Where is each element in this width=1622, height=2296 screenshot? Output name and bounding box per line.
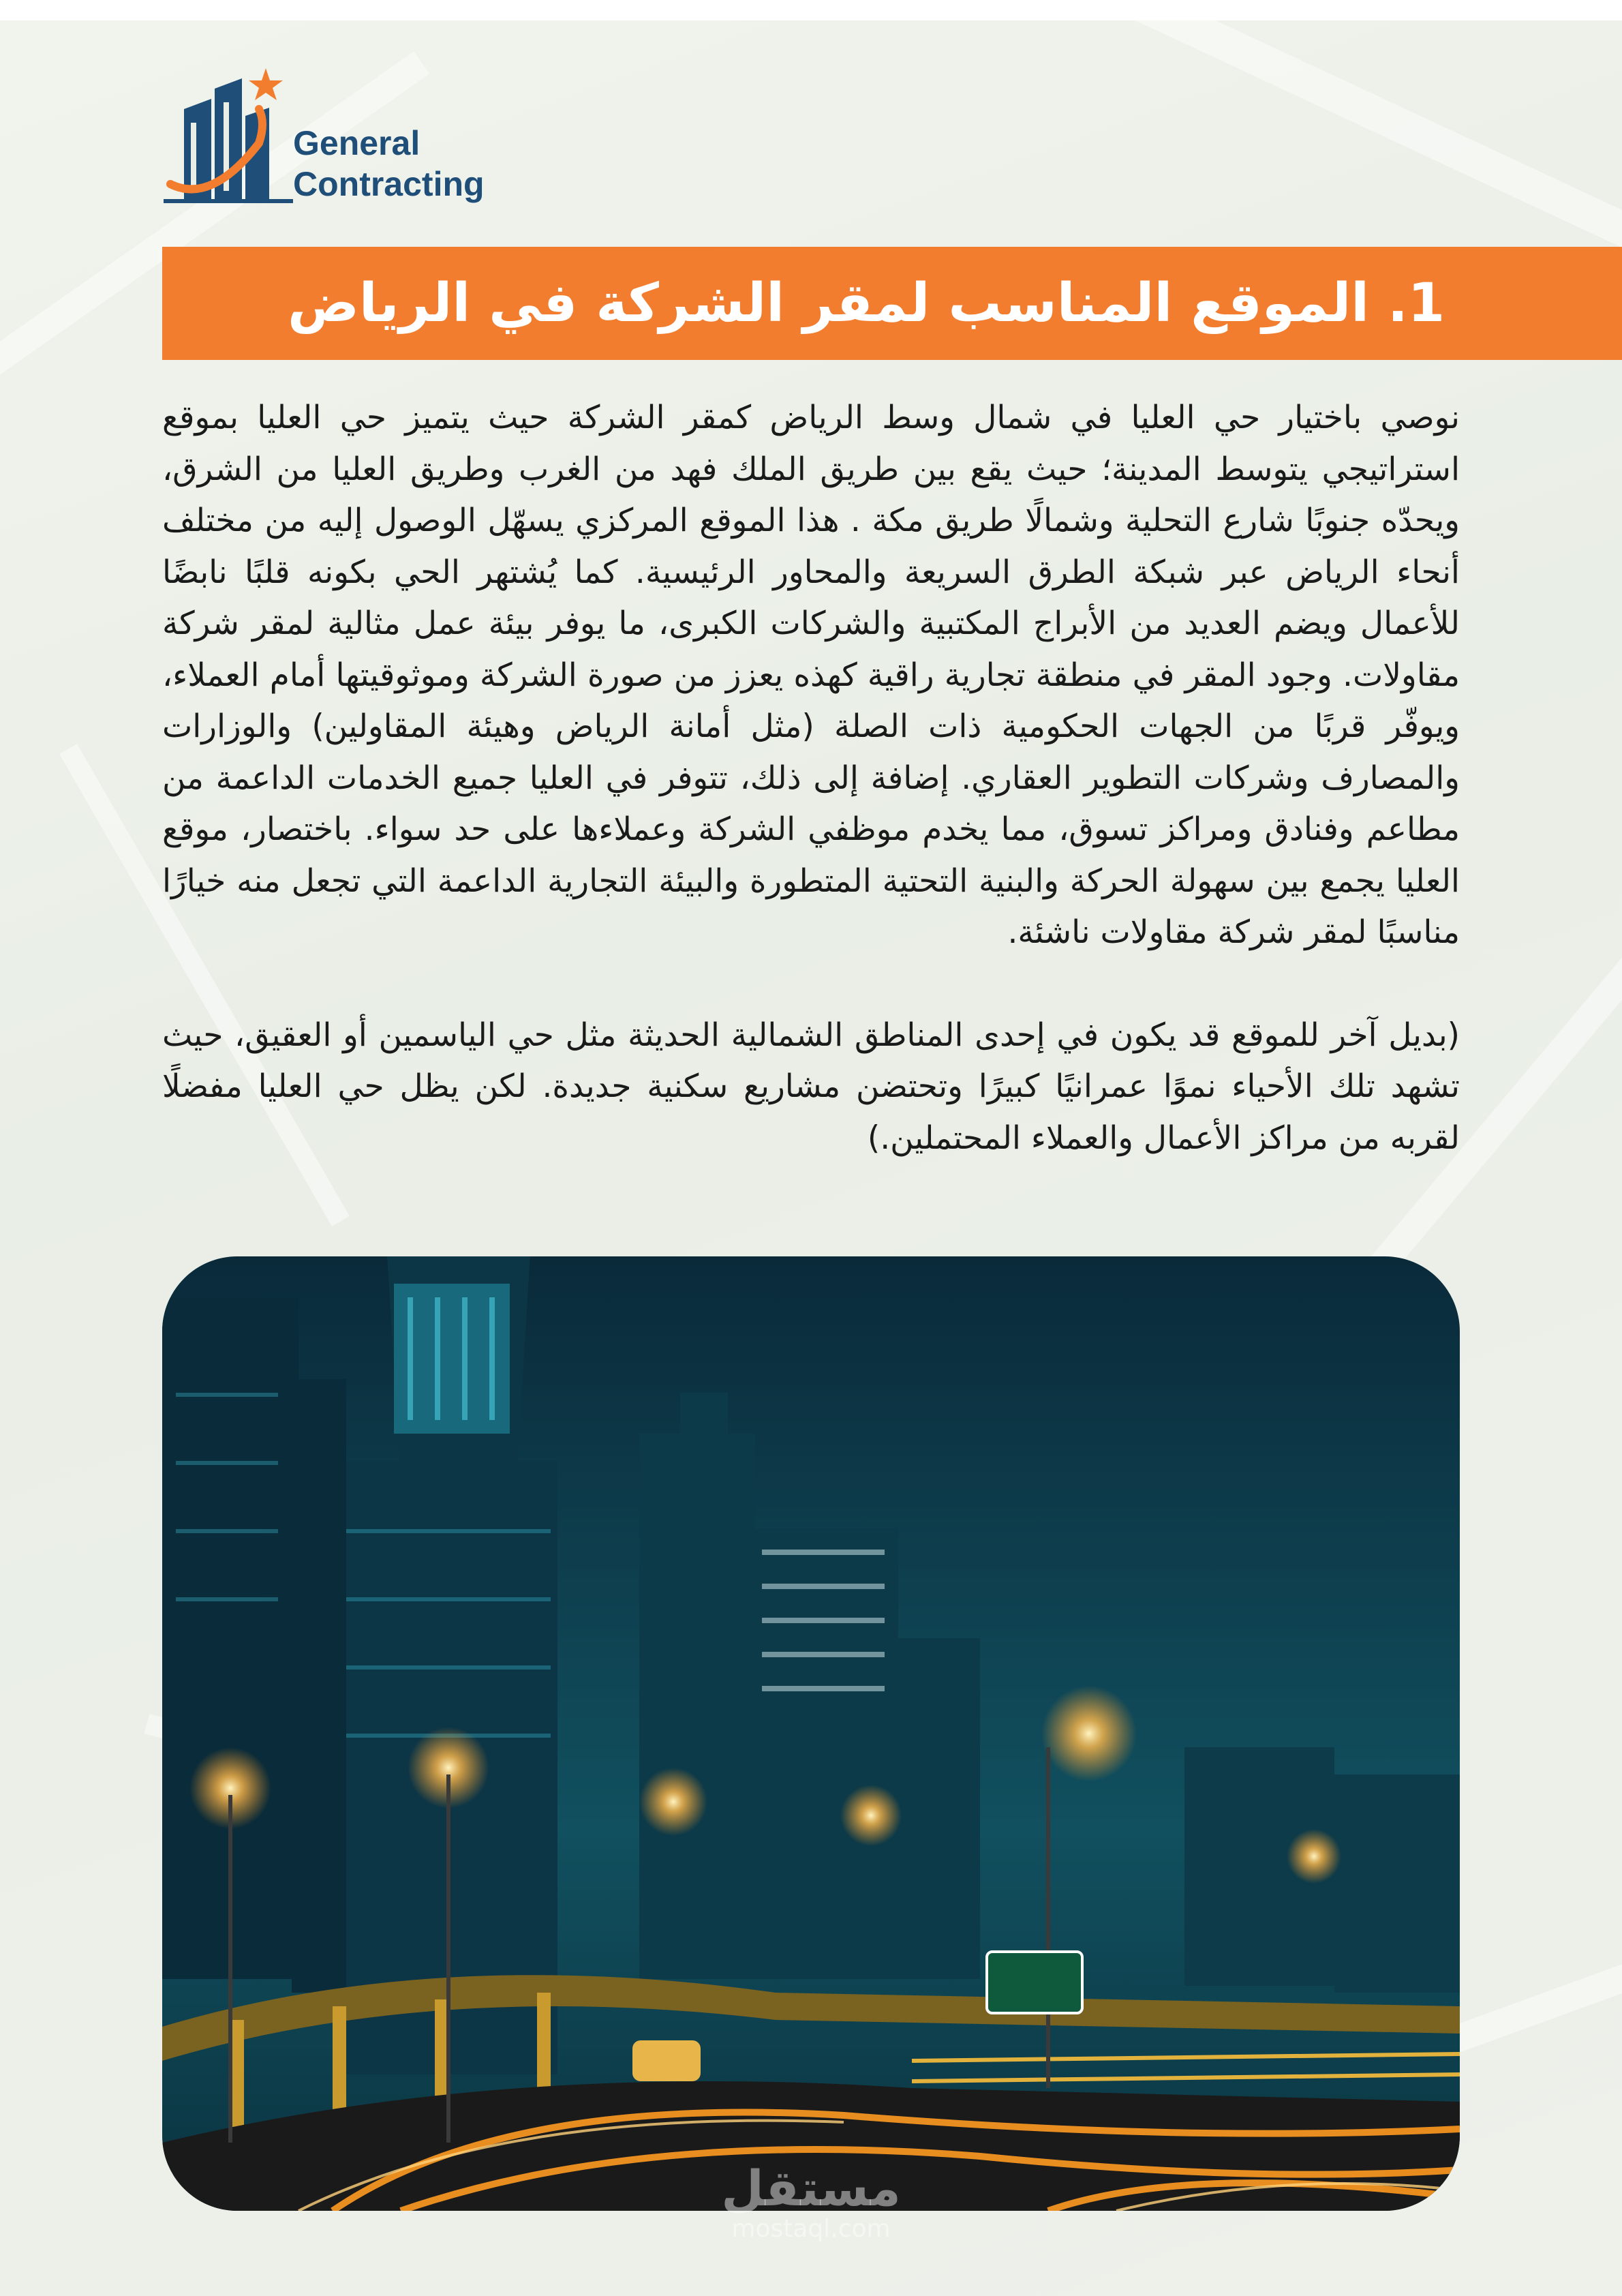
body-text — [162, 392, 1460, 1164]
logo-line-2: Contracting — [293, 165, 485, 203]
logo-line-1: General — [293, 124, 420, 162]
paragraph-1: نوصي باختيار حي العليا في شمال وسط الرياض كمقر الشركة حيث يتميز حي العليا بموقع استراتيجي يتوسط المدينة؛ حيث يقع بين طريق الملك فهد من الغرب وطريق العليا من الشرق، ويحدّه جنوبًا شارع التحلية وشمالًا طريق مكة . هذا الموقع المركزي يسهّل الوصول إليه من مختلف أنحاء الرياض عبر شبكة الطرق السريعة والمحاور الرئيسية. كما يُشتهر الحي بكونه قلبًا نابضًا للأعمال ويضم العديد من الأبراج المكتبية والشركات الكبرى، ما يوفر بيئة عمل مثالية لمقر شركة مقاولات. وجود المقر في منطقة تجارية راقية كهذه يعزز من صورة الشركة وموثوقيتها أمام العملاء، ويوفّر قربًا من الجهات الحكومية ذات الصلة (مثل أمانة الرياض وهيئة المقاولين) والوزارات والمصارف وشركات التطوير العقاري. إضافة إلى ذلك، تتوفر في العليا جميع الخدمات الداعمة من مطاعم وفنادق ومراكز تسوق، مما يخدم موظفي الشركة وعملاءها على حد سواء. باختصار، موقع العليا يجمع بين سهولة الحركة والبنية التحتية المتطورة والبيئة التجارية الداعمة التي تجعل منه خيارًا مناسبًا لمقر شركة مقاولات ناشئة. — [162, 399, 1460, 951]
section-title-bar — [162, 247, 1622, 360]
watermark — [716, 2161, 906, 2243]
section-title: 1. الموقع المناسب لمقر الشركة في الرياض — [288, 273, 1445, 334]
logo-text — [293, 123, 485, 205]
building-logo-icon — [164, 68, 293, 211]
company-logo — [164, 68, 518, 211]
top-margin — [0, 0, 1622, 20]
riyadh-night-photo — [162, 1256, 1460, 2211]
paragraph-2: (بديل آخر للموقع قد يكون في إحدى المناطق الشمالية الحديثة مثل حي الياسمين أو العقيق، حيث تشهد تلك الأحياء نموًا عمرانيًا كبيرًا وتحتضن مشاريع سكنية جديدة. لكن يظل حي العليا مفضلًا لقربه من مراكز الأعمال والعملاء المحتملين.) — [162, 1016, 1460, 1157]
watermark-domain: mostaql.com — [731, 2215, 891, 2243]
watermark-arabic: مستقل — [721, 2160, 901, 2217]
